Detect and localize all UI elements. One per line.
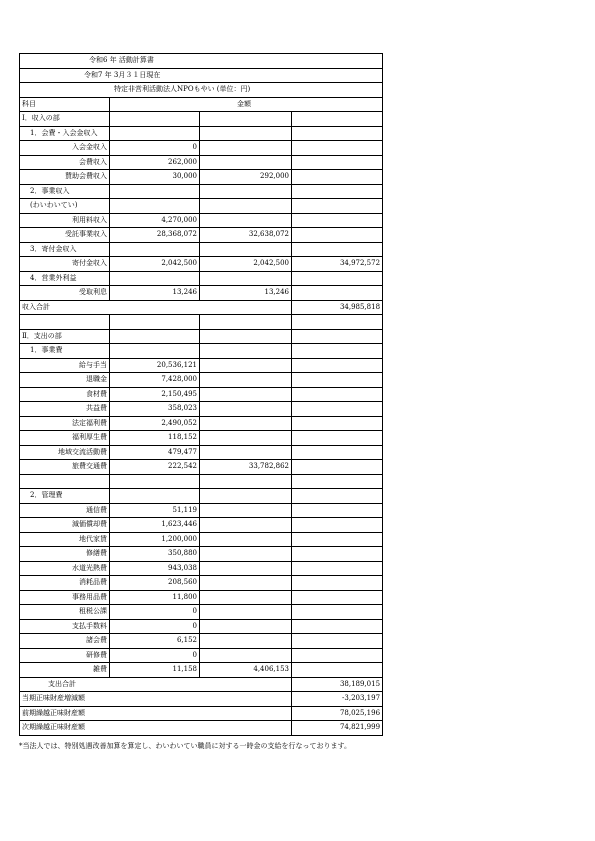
item-amount: 208,560 <box>110 576 200 591</box>
item-amount <box>110 199 200 214</box>
blank-cell <box>20 315 110 330</box>
subtotal-amount: 33,782,862 <box>200 460 292 475</box>
subtotal-amount <box>200 576 292 591</box>
account-label: 寄付金収入 <box>20 257 110 272</box>
item-amount: 1,623,446 <box>110 518 200 533</box>
subtotal-amount: 32,638,072 <box>200 228 292 243</box>
subtotal-amount <box>200 532 292 547</box>
activity-statement <box>19 53 382 754</box>
subtotal-amount: 2,042,500 <box>200 257 292 272</box>
org-row <box>20 83 383 98</box>
account-label: 賛助会費収入 <box>20 170 110 185</box>
section-total-amount <box>292 547 383 562</box>
section-total-amount <box>292 489 383 504</box>
section-total-amount <box>292 387 383 402</box>
item-amount <box>110 184 200 199</box>
section-total-amount <box>292 141 383 156</box>
account-label: 4．営業外利益 <box>20 271 110 286</box>
section-total-amount <box>292 199 383 214</box>
section-total-amount: 34,972,572 <box>292 257 383 272</box>
statement-row <box>20 112 383 127</box>
blank-cell <box>20 474 110 489</box>
statement-row <box>20 431 383 446</box>
section-total-amount <box>292 431 383 446</box>
column-header-row <box>20 97 383 112</box>
account-label: 雑費 <box>20 663 110 678</box>
account-label: 会費収入 <box>20 155 110 170</box>
statement-row <box>20 184 383 199</box>
subtotal-amount <box>200 503 292 518</box>
subtotal-amount <box>200 199 292 214</box>
item-amount: 11,158 <box>110 663 200 678</box>
section-total-amount <box>292 503 383 518</box>
subtotal-amount <box>200 358 292 373</box>
account-label: 水道光熱費 <box>20 561 110 576</box>
statement-row <box>20 242 383 257</box>
item-amount <box>110 474 200 489</box>
item-amount <box>110 329 200 344</box>
item-amount: 2,150,495 <box>110 387 200 402</box>
total-label: 当期正味財産増減額 <box>20 692 292 707</box>
statement-row <box>20 590 383 605</box>
section-total-amount <box>292 213 383 228</box>
account-label: 2．事業収入 <box>20 184 110 199</box>
statement-row <box>20 663 383 678</box>
section-total-amount <box>292 286 383 301</box>
subtotal-amount <box>200 402 292 417</box>
account-label: 受取利息 <box>20 286 110 301</box>
statement-row <box>20 518 383 533</box>
section-total-amount <box>292 126 383 141</box>
account-label: Ⅱ．支出の部 <box>20 329 110 344</box>
statement-row <box>20 402 383 417</box>
section-total-amount <box>292 271 383 286</box>
item-amount: 20,536,121 <box>110 358 200 373</box>
section-total-amount <box>292 605 383 620</box>
subtotal-amount: 13,246 <box>200 286 292 301</box>
account-label: 1．事業費 <box>20 344 110 359</box>
statement-row <box>20 170 383 185</box>
section-total-amount <box>292 576 383 591</box>
statement-row <box>20 532 383 547</box>
section-total-amount <box>292 648 383 663</box>
item-amount: 13,246 <box>110 286 200 301</box>
section-total-amount <box>292 532 383 547</box>
item-amount: 0 <box>110 648 200 663</box>
item-amount: 30,000 <box>110 170 200 185</box>
subtotal-amount: 292,000 <box>200 170 292 185</box>
account-label: 共益費 <box>20 402 110 417</box>
statement-row <box>20 315 383 330</box>
statement-row <box>20 648 383 663</box>
subtotal-amount <box>200 344 292 359</box>
statement-row <box>20 489 383 504</box>
item-amount: 350,880 <box>110 547 200 562</box>
grand-amount: 38,189,015 <box>292 677 383 692</box>
organization-unit: 特定非営利活動法人NPOもやい (単位：円) <box>20 83 383 98</box>
date-row <box>20 68 383 83</box>
section-total-amount <box>292 242 383 257</box>
statement-row <box>20 460 383 475</box>
statement-row <box>20 547 383 562</box>
item-amount: 479,477 <box>110 445 200 460</box>
statement-row <box>20 503 383 518</box>
statement-row <box>20 619 383 634</box>
statement-row <box>20 271 383 286</box>
statement-date: 令和7 年 3月３１日現在 <box>20 68 383 83</box>
title-row <box>20 54 383 69</box>
subtotal-amount: 4,406,153 <box>200 663 292 678</box>
item-amount: 11,800 <box>110 590 200 605</box>
section-total-amount <box>292 445 383 460</box>
statement-row <box>20 300 383 315</box>
item-amount: 118,152 <box>110 431 200 446</box>
account-label: 入会金収入 <box>20 141 110 156</box>
item-amount <box>110 489 200 504</box>
subtotal-amount <box>200 329 292 344</box>
account-label: 法定福利費 <box>20 416 110 431</box>
subtotal-amount <box>200 315 292 330</box>
section-total-amount <box>292 358 383 373</box>
account-label: 3．寄付金収入 <box>20 242 110 257</box>
item-amount <box>110 242 200 257</box>
item-amount: 1,200,000 <box>110 532 200 547</box>
item-amount: 358,023 <box>110 402 200 417</box>
account-label: 利用料収入 <box>20 213 110 228</box>
statement-row <box>20 286 383 301</box>
statement-row <box>20 692 383 707</box>
account-label: 受託事業収入 <box>20 228 110 243</box>
subtotal-amount <box>200 474 292 489</box>
statement-row <box>20 605 383 620</box>
section-total-amount <box>292 228 383 243</box>
item-amount <box>110 112 200 127</box>
item-amount <box>110 344 200 359</box>
item-amount: 222,542 <box>110 460 200 475</box>
subtotal-amount <box>200 242 292 257</box>
section-total-amount <box>292 315 383 330</box>
subtotal-amount <box>200 634 292 649</box>
statement-row <box>20 199 383 214</box>
statement-row <box>20 213 383 228</box>
item-amount: 4,270,000 <box>110 213 200 228</box>
account-label: 旅費交通費 <box>20 460 110 475</box>
subtotal-amount <box>200 141 292 156</box>
account-label: 減価償却費 <box>20 518 110 533</box>
account-label: (わいわいてい) <box>20 199 110 214</box>
statement-row <box>20 228 383 243</box>
statement-row <box>20 474 383 489</box>
statement-row <box>20 387 383 402</box>
subtotal-amount <box>200 373 292 388</box>
item-amount: 0 <box>110 605 200 620</box>
section-total-amount <box>292 416 383 431</box>
section-total-amount <box>292 329 383 344</box>
section-total-amount <box>292 619 383 634</box>
item-amount: 2,490,052 <box>110 416 200 431</box>
statement-table <box>19 53 383 736</box>
item-amount: 0 <box>110 141 200 156</box>
statement-row <box>20 721 383 736</box>
statement-row <box>20 634 383 649</box>
statement-row <box>20 416 383 431</box>
account-label: 給与手当 <box>20 358 110 373</box>
section-total-amount <box>292 155 383 170</box>
statement-row <box>20 126 383 141</box>
item-amount: 28,368,072 <box>110 228 200 243</box>
statement-row <box>20 257 383 272</box>
account-label: 修繕費 <box>20 547 110 562</box>
subtotal-amount <box>200 213 292 228</box>
statement-row <box>20 344 383 359</box>
subject-column-header: 科目 <box>20 97 110 112</box>
item-amount: 943,038 <box>110 561 200 576</box>
section-total-amount <box>292 460 383 475</box>
subtotal-amount <box>200 416 292 431</box>
section-total-amount <box>292 170 383 185</box>
account-label: 通信費 <box>20 503 110 518</box>
statement-title: 令和6 年 活動計算書 <box>20 54 383 69</box>
item-amount: 7,428,000 <box>110 373 200 388</box>
section-total-amount <box>292 373 383 388</box>
section-total-amount <box>292 402 383 417</box>
account-label: 事務用品費 <box>20 590 110 605</box>
section-total-amount <box>292 590 383 605</box>
statement-row <box>20 155 383 170</box>
subtotal-amount <box>200 126 292 141</box>
item-amount <box>110 126 200 141</box>
subtotal-amount <box>200 155 292 170</box>
statement-row <box>20 576 383 591</box>
section-total-amount <box>292 344 383 359</box>
subtotal-amount <box>200 271 292 286</box>
account-label: 支払手数料 <box>20 619 110 634</box>
statement-row <box>20 358 383 373</box>
section-total-amount <box>292 634 383 649</box>
subtotal-amount <box>200 184 292 199</box>
statement-row <box>20 677 383 692</box>
account-label: 2．管理費 <box>20 489 110 504</box>
subtotal-amount <box>200 431 292 446</box>
subtotal-amount <box>200 547 292 562</box>
account-label: 退職金 <box>20 373 110 388</box>
account-label: 食材費 <box>20 387 110 402</box>
statement-row <box>20 445 383 460</box>
account-label: Ⅰ．収入の部 <box>20 112 110 127</box>
statement-row <box>20 329 383 344</box>
total-label: 次期繰越正味財産額 <box>20 721 292 736</box>
grand-amount: 78,025,196 <box>292 706 383 721</box>
section-total-amount <box>292 663 383 678</box>
section-total-amount <box>292 112 383 127</box>
amount-column-header: 金額 <box>110 97 383 112</box>
statement-row <box>20 141 383 156</box>
item-amount <box>110 315 200 330</box>
total-label: 前期繰越正味財産額 <box>20 706 292 721</box>
account-label: 消耗品費 <box>20 576 110 591</box>
item-amount: 6,152 <box>110 634 200 649</box>
item-amount: 262,000 <box>110 155 200 170</box>
grand-amount: 74,821,999 <box>292 721 383 736</box>
subtotal-amount <box>200 518 292 533</box>
total-label: 収入合計 <box>20 300 292 315</box>
statement-row <box>20 373 383 388</box>
subtotal-amount <box>200 605 292 620</box>
account-label: 地代家賃 <box>20 532 110 547</box>
subtotal-amount <box>200 561 292 576</box>
account-label: 研修費 <box>20 648 110 663</box>
subtotal-amount <box>200 445 292 460</box>
account-label: 福利厚生費 <box>20 431 110 446</box>
item-amount: 0 <box>110 619 200 634</box>
account-label: 租税公課 <box>20 605 110 620</box>
section-total-amount <box>292 561 383 576</box>
item-amount <box>110 271 200 286</box>
account-label: 地域交流活動費 <box>20 445 110 460</box>
item-amount: 51,119 <box>110 503 200 518</box>
section-total-amount <box>292 474 383 489</box>
item-amount: 2,042,500 <box>110 257 200 272</box>
footnote: *当法人では、特別処遇改善加算を算定し、わいわいてい職員に対する一時金の支給を行なっております。 <box>19 741 351 750</box>
subtotal-amount <box>200 489 292 504</box>
subtotal-amount <box>200 648 292 663</box>
total-label: 支出合計 <box>20 677 292 692</box>
statement-row <box>20 706 383 721</box>
account-label: 1．会費・入会金収入 <box>20 126 110 141</box>
subtotal-amount <box>200 112 292 127</box>
grand-amount: -3,203,197 <box>292 692 383 707</box>
grand-amount: 34,985,818 <box>292 300 383 315</box>
section-total-amount <box>292 184 383 199</box>
statement-row <box>20 561 383 576</box>
section-total-amount <box>292 518 383 533</box>
subtotal-amount <box>200 590 292 605</box>
account-label: 諸会費 <box>20 634 110 649</box>
subtotal-amount <box>200 387 292 402</box>
subtotal-amount <box>200 619 292 634</box>
